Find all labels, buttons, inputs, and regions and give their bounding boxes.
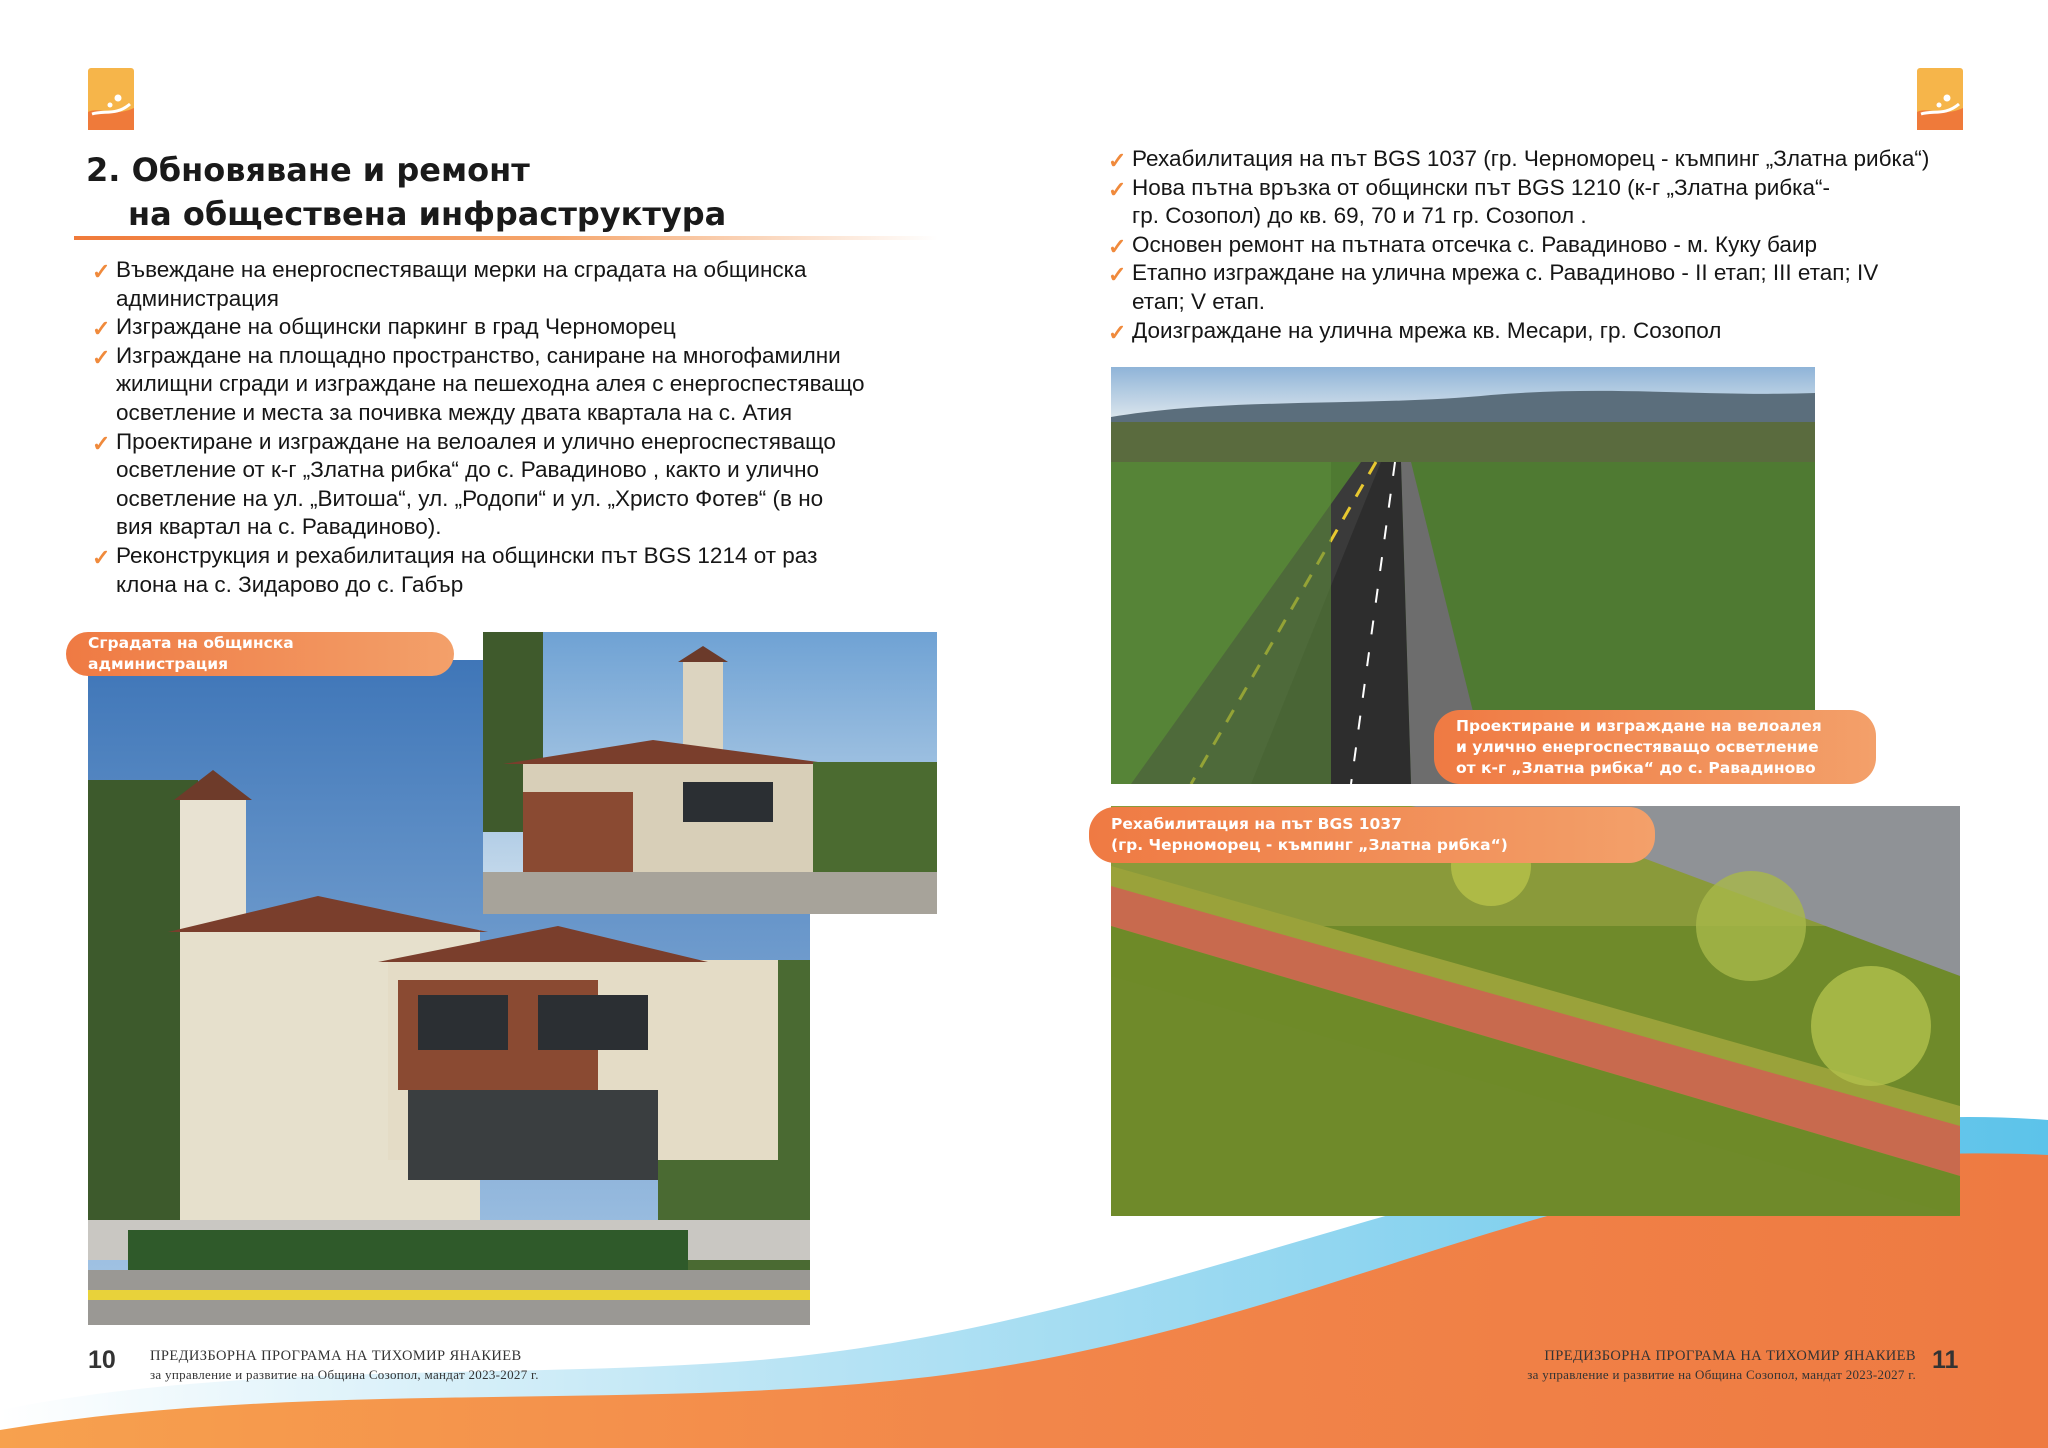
page-number-left: 10: [88, 1346, 116, 1374]
list-item: ✓ Етапно изграждане на улична мрежа с. Равадиново - II етап; III етап; IV етап; V етап.: [1108, 260, 1879, 314]
check-mark-icon: ✓: [92, 544, 111, 570]
caption-building: Сградата на общинска администрация: [66, 632, 454, 676]
heading-number: 2.: [86, 151, 121, 189]
list-item: ✓ Рехабилитация на път BGS 1037 (гр. Черноморец - къмпинг „Златна рибка“): [1108, 145, 1968, 174]
caption-line: и улично енергоспестяващо осветление: [1456, 737, 1819, 756]
check-mark-icon: ✓: [1108, 262, 1127, 288]
list-item: ✓ Нова пътна връзка от общински път BGS 1210 (к-г „Златна рибка“- гр. Созопол) до кв. 69, 70 и 71 гр. Созопол .: [1108, 174, 1831, 229]
left-bullet-list: [92, 256, 952, 599]
footer-title-right: ПРЕДИЗБОРНА ПРОГРАМА НА ТИХОМИР ЯНАКИЕВ: [1544, 1348, 1916, 1364]
check-mark-icon: ✓: [1108, 233, 1127, 259]
heading-line-2: на обществена инфраструктура: [128, 195, 727, 233]
list-item: ✓ Основен ремонт на пътната отсечка с. Равадиново - м. Куку баир: [1108, 231, 1968, 260]
right-bullet-list: [1108, 145, 1968, 345]
list-item: ✓ Изграждане на площадно пространство, саниране на многофамилни жилищни сгради и изграждане на пешеходна алея с енергоспестяващо осветление и места за почивка между двата квартала на с. Атия: [92, 342, 865, 425]
page-number-right: 11: [1932, 1346, 1959, 1374]
caption-bike-lane: [1434, 710, 1876, 784]
footer-subtitle-left: за управление и развитие на Община Созопол, мандат 2023-2027 г.: [150, 1367, 539, 1382]
logo-icon: [1917, 68, 1963, 130]
check-mark-icon: ✓: [1108, 148, 1127, 173]
caption-road: [1089, 807, 1655, 863]
caption-line: от к-г „Златна рибка“ до с. Равадиново: [1456, 758, 1816, 777]
heading-underline: [74, 236, 938, 240]
list-item: ✓ Изграждане на общински паркинг в град Черноморец: [92, 313, 952, 342]
heading-line-1: Обновяване и ремонт: [131, 151, 530, 189]
footer-title-left: ПРЕДИЗБОРНА ПРОГРАМА НА ТИХОМИР ЯНАКИЕВ: [150, 1348, 522, 1364]
list-item: ✓ Въвеждане на енергоспестяващи мерки на сградата на общинска администрация: [92, 257, 807, 311]
footer-subtitle-right: за управление и развитие на Община Созопол, мандат 2023-2027 г.: [1527, 1367, 1916, 1382]
check-mark-icon: ✓: [92, 259, 111, 284]
list-item: ✓ Реконструкция и рехабилитация на общински път BGS 1214 от раз клона на с. Зидарово до с. Габър: [92, 542, 818, 597]
check-mark-icon: ✓: [92, 316, 111, 342]
caption-line: Проектиране и изграждане на велоалея: [1456, 716, 1822, 735]
building-render-photo: [483, 632, 937, 914]
list-item: ✓ Доизграждане на улична мрежа кв. Месари, гр. Созопол: [1108, 317, 1968, 346]
check-mark-icon: ✓: [92, 344, 111, 370]
section-heading: [86, 148, 726, 236]
road-photo: [1111, 806, 1960, 1216]
logo-icon: [88, 68, 134, 130]
check-mark-icon: ✓: [92, 430, 111, 456]
caption-line: Рехабилитация на път BGS 1037: [1111, 815, 1402, 833]
list-item: ✓ Проектиране и изграждане на велоалея и улично енергоспестяващо осветление от к-г „Златна рибка“ до с. Равадиново , както и улично осветление на ул. „Витоша“, ул. „Родопи“ и ул. „Христо Фотев“ (в но вия квартал на с. Равадиново).: [92, 428, 836, 540]
check-mark-icon: ✓: [1108, 176, 1127, 202]
check-mark-icon: ✓: [1108, 319, 1127, 345]
caption-line: (гр. Черноморец - къмпинг „Златна рибка“): [1111, 836, 1508, 854]
